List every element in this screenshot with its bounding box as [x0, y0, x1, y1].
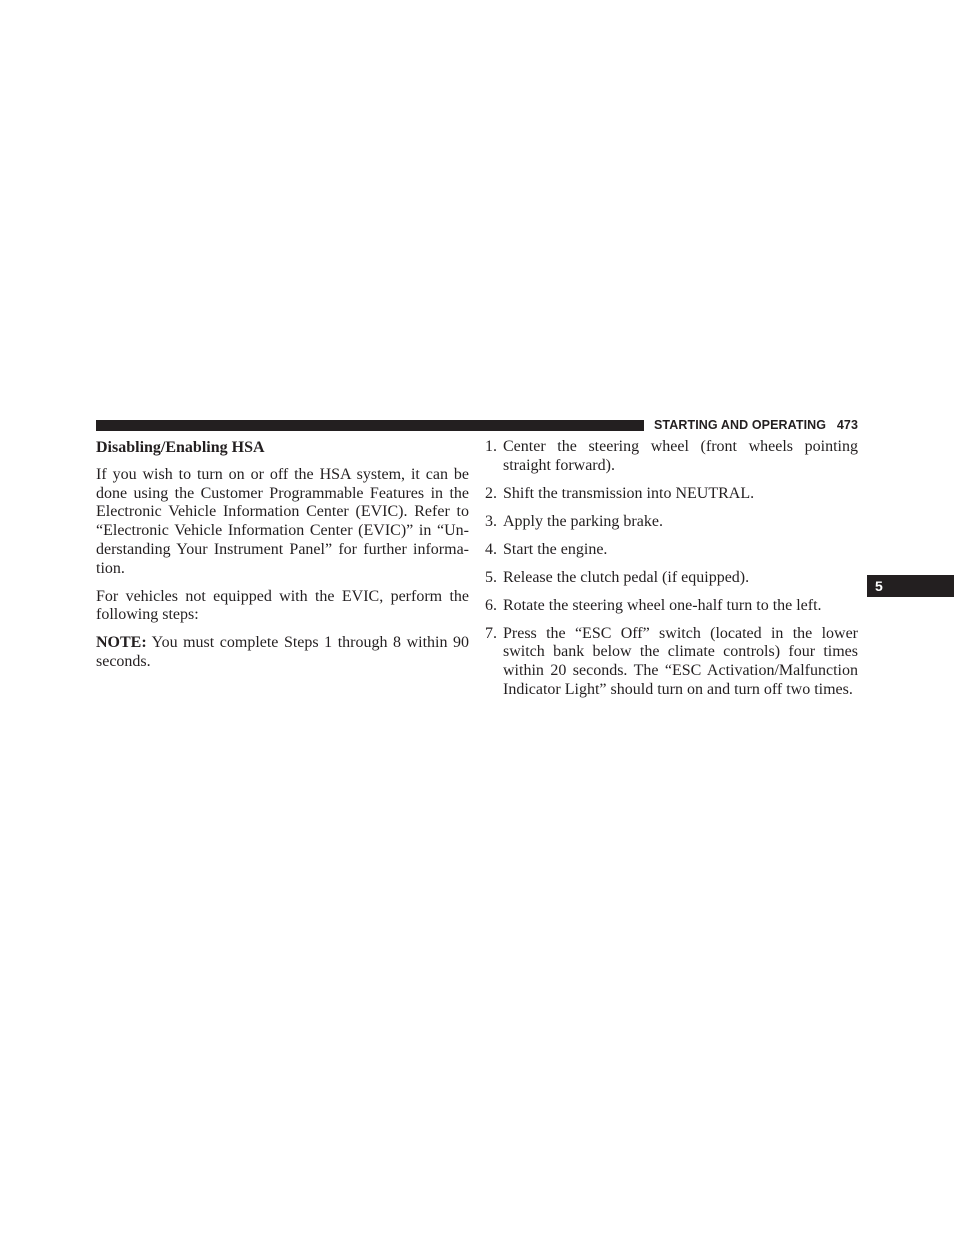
right-column [485, 438, 858, 709]
step-number: 6. [485, 596, 497, 614]
intro-paragraph: If you wish to turn on or off the HSA system, it can be done using the Customer Programmable Features in the Electronic Vehicle Information Center (EVIC). Refer to “Electronic Vehicle Information Center (EVIC)” in “Understanding Your Instrument Panel” for further information. [96, 466, 469, 577]
note-paragraph [96, 634, 469, 671]
step-text: Release the clutch pedal (if equipped). [503, 568, 750, 586]
page-number: 473 [836, 418, 858, 432]
list-item [485, 485, 858, 504]
evic-paragraph: For vehicles not equipped with the EVIC, perform the following steps: [96, 587, 469, 624]
list-item [485, 625, 858, 700]
list-item [485, 438, 858, 475]
chapter-number: 5 [875, 578, 883, 594]
step-number: 3. [485, 512, 497, 530]
list-item [485, 569, 858, 588]
step-text: Start the engine. [503, 540, 608, 558]
step-number: 7. [485, 624, 497, 642]
steps-list [485, 438, 858, 700]
step-text: Center the steering wheel (front wheels pointing straight forward). [503, 438, 858, 474]
note-label: NOTE: [96, 634, 147, 652]
step-text: Rotate the steering wheel one-half turn to the left. [503, 596, 822, 614]
section-title: STARTING AND OPERATING [654, 418, 827, 432]
running-header [654, 417, 858, 433]
list-item [485, 597, 858, 616]
step-number: 2. [485, 484, 497, 502]
chapter-tab [867, 575, 954, 597]
section-heading: Disabling/Enabling HSA [96, 439, 265, 456]
step-text: Shift the transmission into NEUTRAL. [503, 484, 755, 502]
note-text: You must complete Steps 1 through 8 within 90 seconds. [96, 634, 469, 670]
left-column [96, 438, 469, 672]
list-item [485, 541, 858, 560]
step-text: Press the “ESC Off” switch (located in the lower switch bank below the climate controls) four times within 20 seconds. The “ESC Activation/Malfunction Indicator Light” should turn on and turn off two times. [503, 624, 858, 698]
list-item [485, 513, 858, 532]
header-rule [96, 420, 644, 431]
step-text: Apply the parking brake. [503, 512, 663, 530]
step-number: 5. [485, 568, 497, 586]
step-number: 4. [485, 540, 497, 558]
step-number: 1. [485, 438, 497, 455]
